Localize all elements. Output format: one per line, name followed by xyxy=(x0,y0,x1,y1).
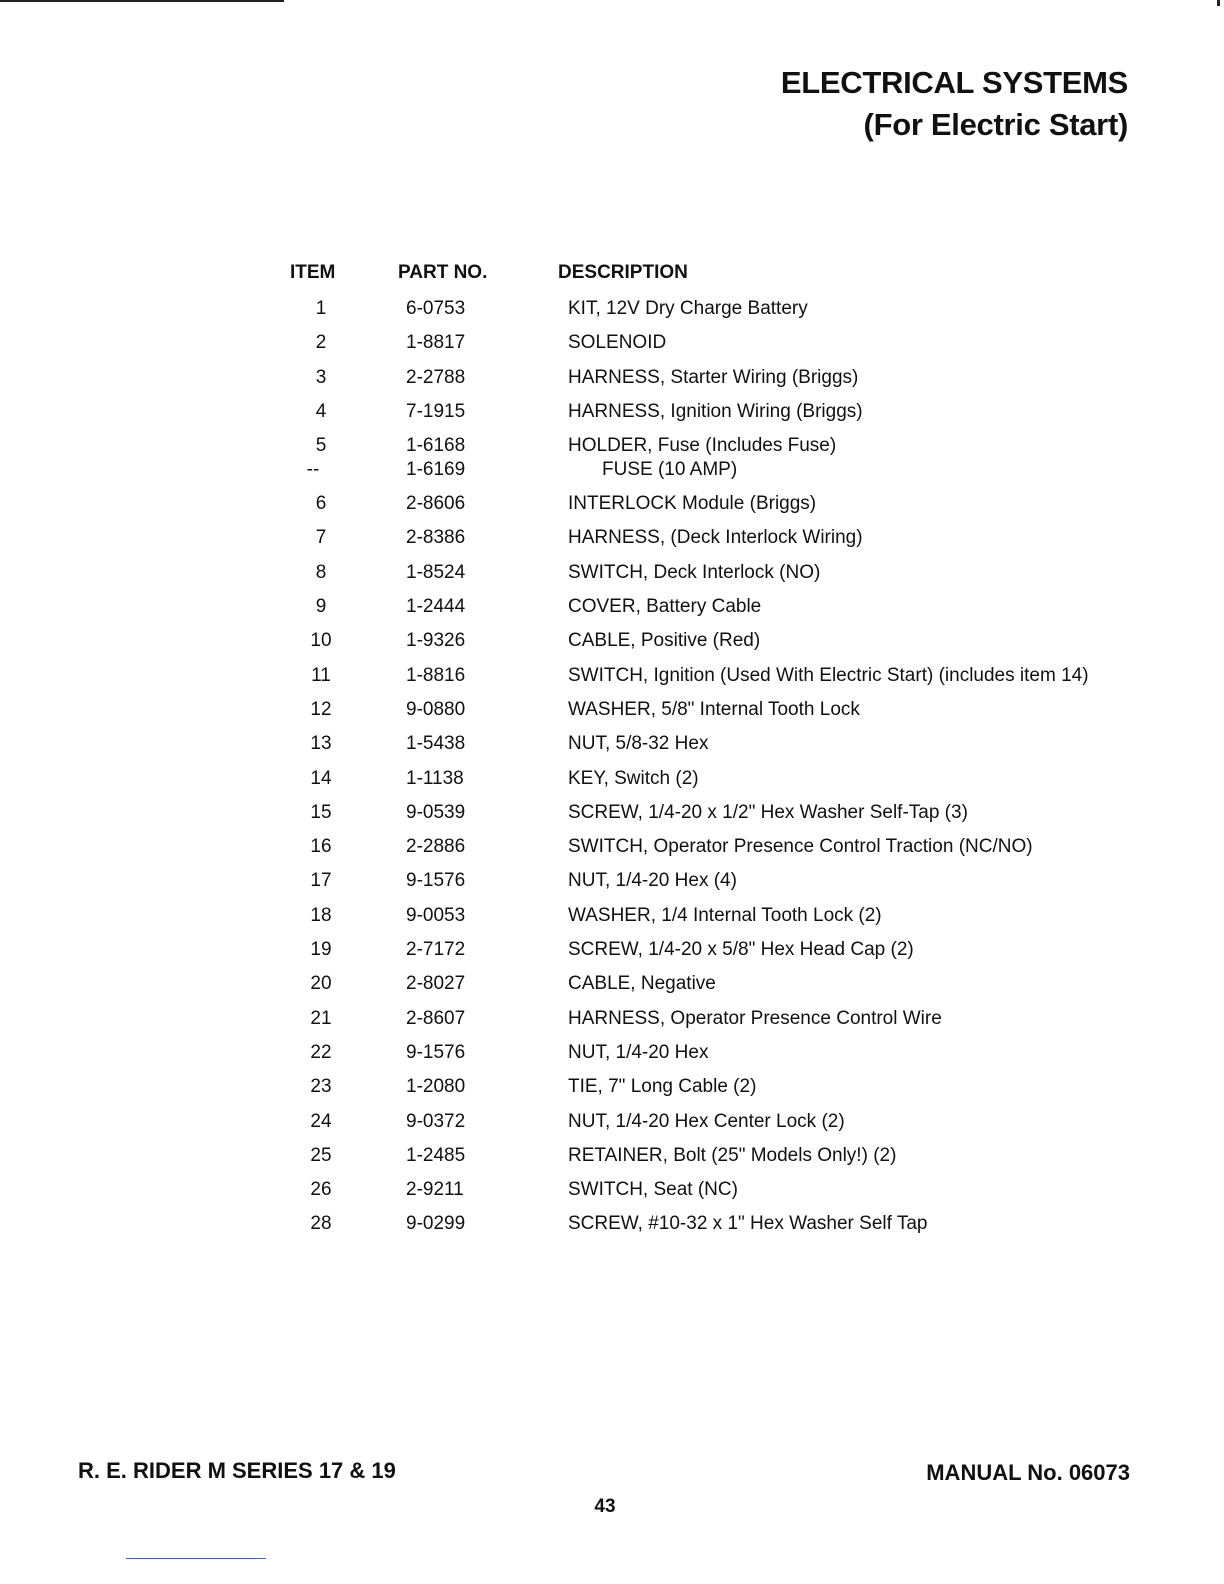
part-description: KIT, 12V Dry Charge Battery xyxy=(568,298,808,319)
table-row xyxy=(280,1139,1140,1173)
item-number: 11 xyxy=(311,664,331,686)
table-row xyxy=(280,292,1140,326)
part-number: 9-0539 xyxy=(406,801,466,823)
title-line-2: (For Electric Start) xyxy=(863,107,1128,142)
item-number: 12 xyxy=(310,698,332,720)
page-number: 43 xyxy=(594,1496,616,1517)
table-row xyxy=(280,1105,1140,1139)
table-row xyxy=(280,1173,1140,1207)
part-description: INTERLOCK Module (Briggs) xyxy=(568,493,817,515)
table-row xyxy=(280,1070,1140,1104)
table-row xyxy=(280,556,1140,590)
item-number: 25 xyxy=(310,1144,332,1166)
table-row xyxy=(280,521,1140,555)
part-number: 2-8606 xyxy=(406,493,466,515)
table-row xyxy=(280,659,1140,693)
table-row xyxy=(280,395,1140,429)
part-description: RETAINER, Bolt (25" Models Only!) (2) xyxy=(568,1144,897,1166)
item-number: 3 xyxy=(315,366,327,388)
item-number: 18 xyxy=(310,904,332,926)
part-description: SWITCH, Operator Presence Control Traction (NC/NO) xyxy=(568,836,1033,858)
part-description: SWITCH, Seat (NC) xyxy=(568,1179,738,1201)
column-header-item: ITEM xyxy=(290,262,336,283)
part-description: CABLE, Negative xyxy=(568,973,716,995)
table-row xyxy=(280,326,1140,360)
part-description: NUT, 5/8-32 Hex xyxy=(568,733,709,755)
part-number: 9-0299 xyxy=(406,1213,466,1235)
table-row xyxy=(280,899,1140,933)
item-number: 26 xyxy=(310,1179,332,1201)
part-description: HARNESS, (Deck Interlock Wiring) xyxy=(568,527,863,549)
corner-mark xyxy=(1217,0,1220,6)
table-row xyxy=(280,796,1140,830)
part-description: SCREW, 1/4-20 x 5/8" Hex Head Cap (2) xyxy=(568,939,914,961)
part-number: 2-8027 xyxy=(406,973,466,995)
part-description: NUT, 1/4-20 Hex xyxy=(568,1041,709,1063)
part-number: 1-9326 xyxy=(406,630,466,652)
table-row xyxy=(280,693,1140,727)
part-number: 1-8817 xyxy=(406,332,466,354)
parts-table xyxy=(280,258,1140,1242)
part-description: SCREW, #10-32 x 1" Hex Washer Self Tap xyxy=(568,1213,928,1235)
table-row xyxy=(280,762,1140,796)
part-number: 7-1915 xyxy=(406,400,466,422)
footer-model: R. E. RIDER M SERIES 17 & 19 xyxy=(78,1458,396,1483)
sub-part-number: 1-6169 xyxy=(406,459,466,481)
page-title xyxy=(781,62,1128,146)
item-number: 15 xyxy=(310,801,332,823)
top-rule xyxy=(0,0,284,2)
item-number: 13 xyxy=(310,733,332,755)
part-description: SWITCH, Ignition (Used With Electric Start) (includes item 14) xyxy=(568,664,1089,686)
item-number: 23 xyxy=(310,1076,332,1098)
part-description: WASHER, 5/8" Internal Tooth Lock xyxy=(568,698,860,720)
table-row xyxy=(280,1036,1140,1070)
sub-part-description: FUSE (10 AMP) xyxy=(602,459,738,481)
part-number: 9-0372 xyxy=(406,1110,466,1132)
table-row xyxy=(280,1207,1140,1241)
table-row xyxy=(280,361,1140,395)
part-number: 1-8816 xyxy=(406,664,466,686)
table-row xyxy=(280,624,1140,658)
part-description: COVER, Battery Cable xyxy=(568,596,762,618)
item-number: 16 xyxy=(310,836,332,858)
part-description: SWITCH, Deck Interlock (NO) xyxy=(568,561,821,583)
part-number: 2-9211 xyxy=(406,1179,464,1201)
part-description: SOLENOID xyxy=(568,332,667,354)
part-number: 1-5438 xyxy=(406,733,466,755)
item-number: 2 xyxy=(315,332,327,354)
part-description: HOLDER, Fuse (Includes Fuse) xyxy=(568,435,837,457)
part-number: 9-0880 xyxy=(406,698,466,720)
part-description: HARNESS, Starter Wiring (Briggs) xyxy=(568,366,859,388)
part-number: 2-8607 xyxy=(406,1007,466,1029)
item-number: 1 xyxy=(315,298,327,319)
part-description: HARNESS, Ignition Wiring (Briggs) xyxy=(568,400,863,422)
item-number: 9 xyxy=(315,596,327,618)
part-number: 9-1576 xyxy=(406,870,466,892)
part-number: 2-2788 xyxy=(406,366,466,388)
part-number: 1-8524 xyxy=(406,561,466,583)
part-number: 9-0053 xyxy=(406,904,466,926)
part-description: CABLE, Positive (Red) xyxy=(568,630,761,652)
item-number: 20 xyxy=(310,973,332,995)
part-number: 2-7172 xyxy=(406,939,466,961)
table-row xyxy=(280,933,1140,967)
table-row xyxy=(280,830,1140,864)
item-number: 28 xyxy=(310,1213,332,1235)
column-header-part-no: PART NO. xyxy=(398,262,488,283)
part-description: NUT, 1/4-20 Hex Center Lock (2) xyxy=(568,1110,845,1132)
item-number: 19 xyxy=(310,939,332,961)
footer-manual-number: MANUAL No. 06073 xyxy=(926,1460,1130,1485)
title-line-1: ELECTRICAL SYSTEMS xyxy=(780,65,1128,100)
table-row xyxy=(280,590,1140,624)
part-number: 1-6168 xyxy=(406,435,466,457)
column-header-description: DESCRIPTION xyxy=(558,262,688,283)
table-row xyxy=(280,864,1140,898)
part-number: 2-2886 xyxy=(406,836,466,858)
part-number: 2-8386 xyxy=(406,527,466,549)
item-number: 7 xyxy=(315,527,327,549)
part-number: 1-2080 xyxy=(406,1076,466,1098)
part-number: 9-1576 xyxy=(406,1041,466,1063)
part-number: 1-1138 xyxy=(406,767,464,789)
part-number: 1-2485 xyxy=(406,1144,466,1166)
item-number: 6 xyxy=(315,493,327,515)
item-number: 21 xyxy=(310,1007,332,1029)
table-row xyxy=(280,487,1140,521)
item-number: 5 xyxy=(315,435,327,457)
item-number: 8 xyxy=(315,561,327,583)
sub-item-number: -- xyxy=(306,459,320,481)
table-row xyxy=(280,727,1140,761)
item-number: 4 xyxy=(315,400,327,422)
item-number: 24 xyxy=(310,1110,332,1132)
part-description: KEY, Switch (2) xyxy=(568,767,699,789)
part-number: 1-2444 xyxy=(406,596,466,618)
part-description: NUT, 1/4-20 Hex (4) xyxy=(568,870,737,892)
item-number: 10 xyxy=(310,630,332,652)
part-description: HARNESS, Operator Presence Control Wire xyxy=(568,1007,942,1029)
table-row xyxy=(280,967,1140,1001)
item-number: 22 xyxy=(310,1041,332,1063)
part-description: TIE, 7" Long Cable (2) xyxy=(568,1076,757,1098)
table-header xyxy=(280,258,1140,292)
table-row xyxy=(280,1002,1140,1036)
part-description: SCREW, 1/4-20 x 1/2" Hex Washer Self-Tap (3) xyxy=(568,801,968,823)
part-description: WASHER, 1/4 Internal Tooth Lock (2) xyxy=(568,904,882,926)
table-row xyxy=(280,429,1140,487)
part-number: 6-0753 xyxy=(406,298,466,319)
bottom-rule xyxy=(126,1558,266,1559)
item-number: 14 xyxy=(310,767,332,789)
item-number: 17 xyxy=(310,870,332,892)
